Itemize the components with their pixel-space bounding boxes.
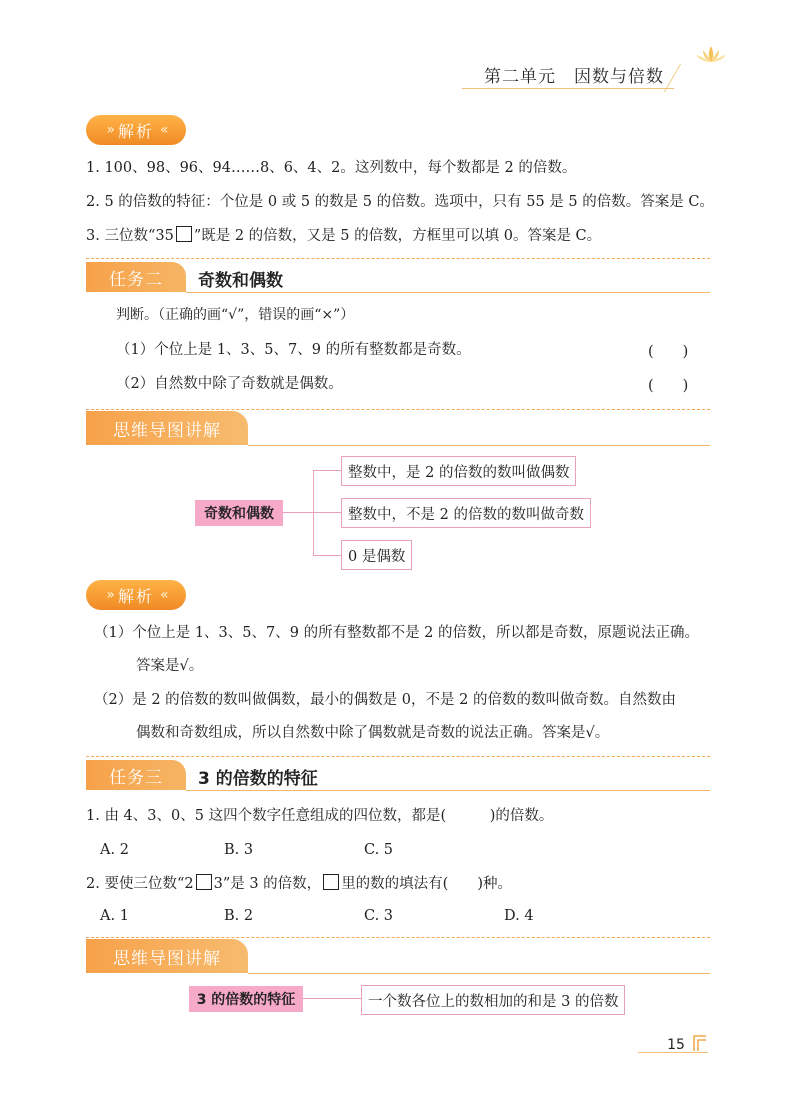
connector-line bbox=[283, 512, 313, 513]
analysis-label: 解析 bbox=[117, 586, 154, 606]
question-2 bbox=[86, 874, 512, 894]
analysis-label: 解析 bbox=[117, 121, 154, 141]
connector-bracket bbox=[313, 470, 342, 556]
analysis-line-3-part-a: 3. 三位数“35 bbox=[86, 228, 174, 244]
task-title: 3 的倍数的特征 bbox=[198, 769, 318, 789]
mindmap-underline bbox=[248, 943, 710, 974]
unit-title: 第二单元 因数与倍数 bbox=[484, 67, 664, 87]
question-2-part-a: 2. 要使三位数“2 bbox=[86, 876, 194, 892]
mindmap-underline bbox=[248, 415, 710, 446]
task-label: 任务三 bbox=[86, 760, 186, 790]
connector-line bbox=[303, 998, 361, 999]
option-c[interactable]: C. 5 bbox=[364, 842, 394, 858]
option-b[interactable]: B. 2 bbox=[224, 908, 254, 924]
analysis-line-1: 1. 100、98、96、94……8、6、4、2。这列数中，每个数都是 2 的倍数。 bbox=[86, 160, 577, 176]
question-1: 1. 由 4、3、0、5 这四个数字任意组成的四位数，都是( )的倍数。 bbox=[86, 808, 554, 824]
analysis-line-3-part-b: ”既是 2 的倍数，又是 5 的倍数，方框里可以填 0。答案是 C。 bbox=[193, 228, 602, 244]
analysis-line-2: 2. 5 的倍数的特征：个位是 0 或 5 的数是 5 的倍数。选项中，只有 55 是 5 的倍数。答案是 C。 bbox=[86, 194, 714, 210]
mindmap-label: 思维导图讲解 bbox=[86, 411, 248, 445]
double-chevron-right-icon: » bbox=[106, 587, 112, 603]
connector-line bbox=[313, 512, 341, 513]
analysis-badge bbox=[86, 580, 186, 610]
analysis-paragraph-1-cont: 答案是√。 bbox=[136, 658, 204, 674]
header-underline bbox=[462, 88, 674, 89]
page-number-underline bbox=[638, 1052, 708, 1053]
mindmap-branch-node: 一个数各位上的数相加的和是 3 的倍数 bbox=[361, 985, 625, 1015]
lotus-icon bbox=[694, 44, 728, 66]
analysis-paragraph-2-cont: 偶数和奇数组成，所以自然数中除了偶数就是奇数的说法正确。答案是√。 bbox=[136, 725, 610, 741]
option-d[interactable]: D. 4 bbox=[504, 908, 534, 924]
double-chevron-right-icon: » bbox=[106, 122, 112, 138]
analysis-line-3 bbox=[86, 226, 601, 246]
question-2-part-b: 3”是 3 的倍数， bbox=[213, 876, 322, 892]
task-label: 任务二 bbox=[86, 262, 186, 292]
question-2-part-c: 里的数的填法有( )种。 bbox=[341, 876, 513, 892]
analysis-badge bbox=[86, 115, 186, 145]
option-b[interactable]: B. 3 bbox=[224, 842, 254, 858]
blank-square-icon bbox=[323, 874, 339, 890]
answer-blank[interactable]: ( ) bbox=[648, 378, 689, 394]
page-corner-icon bbox=[692, 1034, 708, 1052]
dashed-divider bbox=[86, 409, 710, 410]
judge-item-2: （2）自然数中除了奇数就是偶数。 bbox=[116, 376, 343, 392]
page-number: 15 bbox=[667, 1037, 685, 1053]
mindmap-branch-node: 整数中，是 2 的倍数的数叫做偶数 bbox=[341, 456, 576, 486]
option-a[interactable]: A. 2 bbox=[100, 842, 129, 858]
mindmap-branch-node: 0 是偶数 bbox=[341, 540, 412, 570]
mindmap-center-node: 奇数和偶数 bbox=[195, 500, 283, 526]
option-c[interactable]: C. 3 bbox=[364, 908, 394, 924]
judge-item-1: （1）个位上是 1、3、5、7、9 的所有整数都是奇数。 bbox=[116, 342, 471, 358]
dashed-divider bbox=[86, 258, 710, 259]
judge-instruction: 判断。（正确的画“√”，错误的画“×”） bbox=[116, 307, 355, 323]
analysis-paragraph-1: （1）个位上是 1、3、5、7、9 的所有整数都不是 2 的倍数，所以都是奇数，原题说法正确。 bbox=[94, 625, 700, 641]
blank-square-icon bbox=[176, 226, 192, 242]
blank-square-icon bbox=[196, 874, 212, 890]
dashed-divider bbox=[86, 756, 710, 757]
task-title: 奇数和偶数 bbox=[198, 271, 283, 291]
mindmap-center-node: 3 的倍数的特征 bbox=[189, 986, 303, 1012]
double-chevron-left-icon: « bbox=[160, 587, 166, 603]
answer-blank[interactable]: ( ) bbox=[648, 344, 689, 360]
mindmap-branch-node: 整数中，不是 2 的倍数的数叫做奇数 bbox=[341, 498, 591, 528]
mindmap-label: 思维导图讲解 bbox=[86, 939, 248, 973]
double-chevron-left-icon: « bbox=[160, 122, 166, 138]
dashed-divider bbox=[86, 937, 710, 938]
analysis-paragraph-2: （2）是 2 的倍数的数叫做偶数，最小的偶数是 0，不是 2 的倍数的数叫做奇数。自然数由 bbox=[94, 692, 676, 708]
option-a[interactable]: A. 1 bbox=[100, 908, 129, 924]
